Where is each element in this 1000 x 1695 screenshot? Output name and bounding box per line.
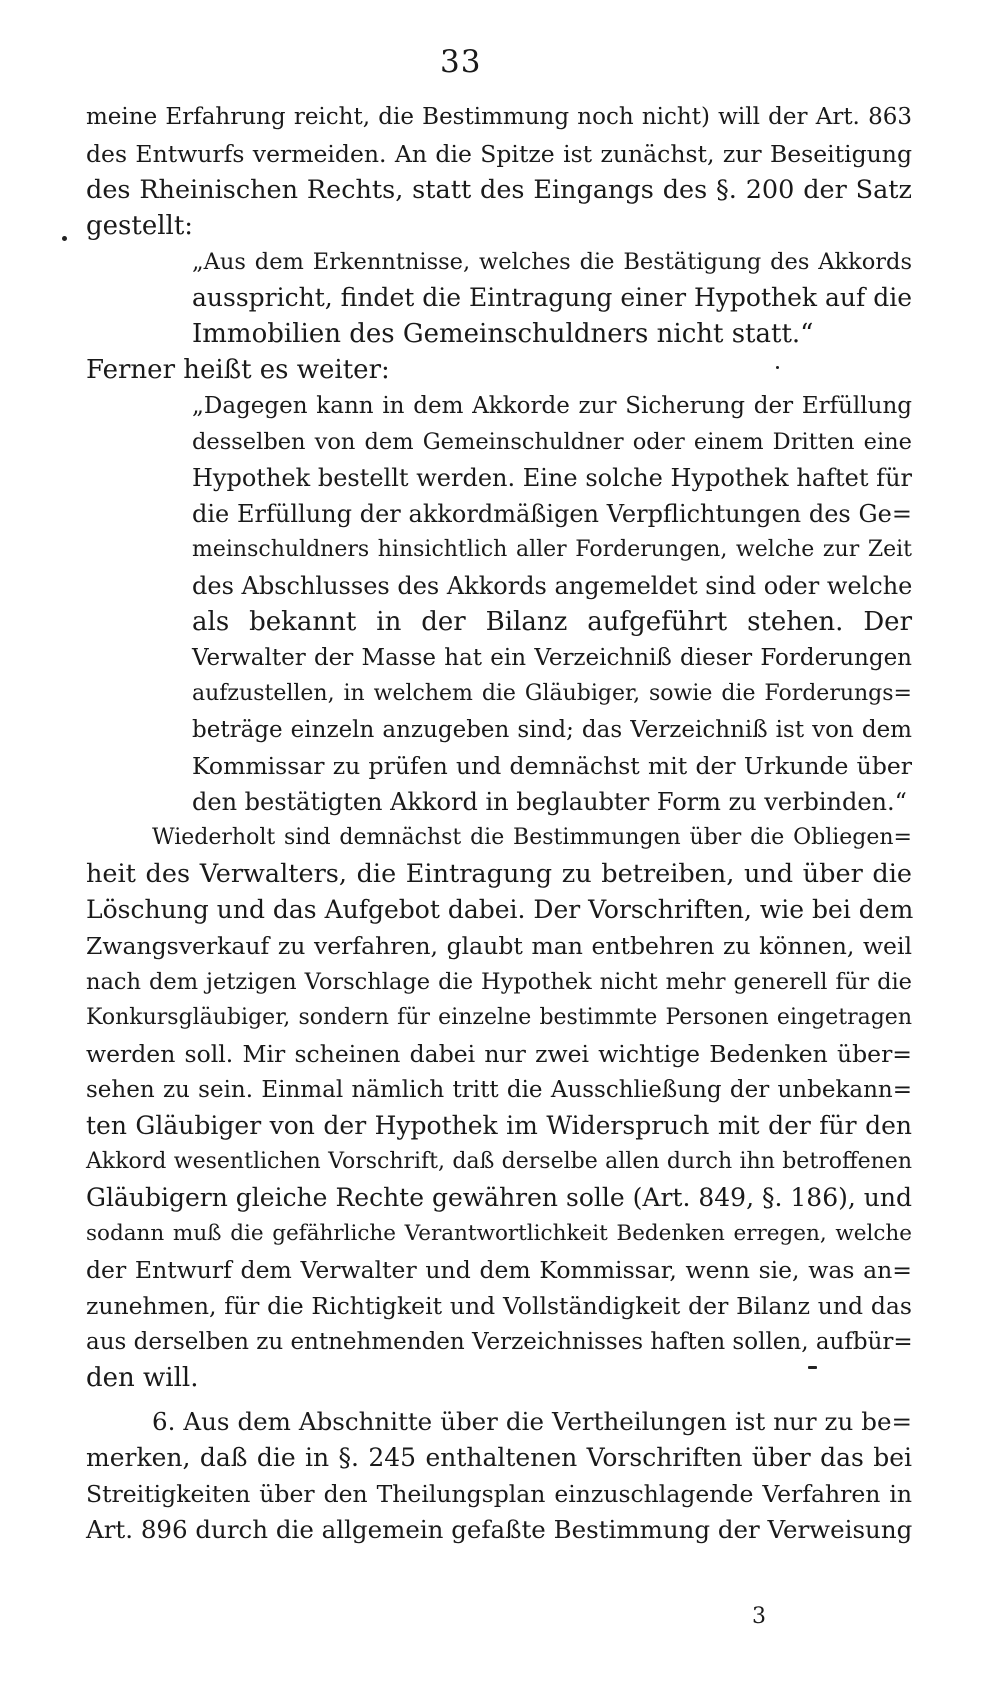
text-line: zunehmen, für die Richtigkeit und Vollständigkeit der Bilanz und das bbox=[86, 1292, 912, 1320]
text-line: des Entwurfs vermeiden. An die Spitze ist zunächst, zur Beseitigung bbox=[86, 140, 912, 168]
text-line: meine Erfahrung reicht, die Bestimmung noch nicht) will der Art. 863 bbox=[86, 104, 912, 130]
print-speck bbox=[62, 236, 67, 241]
quote-line: des Abschlusses des Akkords angemeldet sind oder welche bbox=[192, 572, 913, 600]
quote-line: Hypothek bestellt werden. Eine solche Hypothek haftet für bbox=[192, 464, 912, 492]
quote-line: ausspricht, findet die Eintragung einer Hypothek auf die bbox=[192, 283, 912, 312]
paragraph-first-line: Wiederholt sind demnächst die Bestimmungen über die Obliegen= bbox=[152, 825, 912, 850]
quote-line: aufzustellen, in welchem die Gläubiger, sowie die Forderungs= bbox=[192, 681, 912, 706]
quote-line: meinschuldners hinsichtlich aller Forderungen, welche zur Zeit bbox=[192, 537, 912, 562]
text-line: Art. 896 durch die allgemein gefaßte Bestimmung der Verweisung bbox=[86, 1515, 913, 1544]
text-line: Gläubigern gleiche Rechte gewähren solle (Art. 849, §. 186), und bbox=[86, 1183, 912, 1212]
text-line: sodann muß die gefährliche Verantwortlichkeit Bedenken erregen, welche bbox=[86, 1221, 912, 1246]
text-line: gestellt: bbox=[86, 211, 194, 241]
text-line: den will. bbox=[86, 1363, 199, 1393]
text-line: Löschung und das Aufgebot dabei. Der Vorschriften, wie bei dem bbox=[86, 895, 914, 924]
text-line: Akkord wesentlichen Vorschrift, daß derselbe allen durch ihn betroffenen bbox=[86, 1149, 912, 1174]
signature-mark: 3 bbox=[752, 1604, 766, 1629]
quote-line: „Aus dem Erkenntnisse, welches die Bestätigung des Akkords bbox=[192, 249, 912, 275]
text-line: merken, daß die in §. 245 enthaltenen Vorschriften über das bei bbox=[86, 1443, 912, 1472]
quote-line: den bestätigten Akkord in beglaubter Form zu verbinden.“ bbox=[192, 788, 907, 816]
text-line: des Rheinischen Rechts, statt des Eingangs des §. 200 der Satz bbox=[86, 175, 912, 205]
quote-line: die Erfüllung der akkordmäßigen Verpflichtungen des Ge= bbox=[192, 500, 912, 528]
text-line: Zwangsverkauf zu verfahren, glaubt man entbehren zu können, weil bbox=[86, 932, 912, 960]
quote-line: als bekannt in der Bilanz aufgeführt stehen. Der bbox=[192, 607, 912, 637]
text-line: sehen zu sein. Einmal nämlich tritt die Ausschließung der unbekann= bbox=[86, 1077, 912, 1103]
quote-line: beträge einzeln anzugeben sind; das Verzeichniß ist von dem bbox=[192, 717, 912, 743]
text-line: aus derselben zu entnehmenden Verzeichnisses haften sollen, aufbür= bbox=[86, 1329, 913, 1355]
quote-line: Kommissar zu prüfen und demnächst mit der Urkunde über bbox=[192, 752, 912, 780]
text-line: Streitigkeiten über den Theilungsplan einzuschlagende Verfahren in bbox=[86, 1480, 912, 1508]
quote-line: „Dagegen kann in dem Akkorde zur Sicherung der Erfüllung bbox=[192, 393, 912, 419]
text-line: nach dem jetzigen Vorschlage die Hypothek nicht mehr generell für die bbox=[86, 969, 912, 995]
print-speck bbox=[776, 366, 779, 369]
text-line: der Entwurf dem Verwalter und dem Kommissar, wenn sie, was an= bbox=[86, 1256, 912, 1284]
print-speck bbox=[808, 1366, 817, 1369]
text-line: ten Gläubiger von der Hypothek im Widerspruch mit der für den bbox=[86, 1111, 912, 1140]
quote-line: desselben von dem Gemeinschuldner oder einem Dritten eine bbox=[192, 429, 912, 455]
quote-line: Verwalter der Masse hat ein Verzeichniß dieser Forderungen bbox=[192, 645, 912, 671]
text-line: Konkursgläubiger, sondern für einzelne bestimmte Personen eingetragen bbox=[86, 1005, 912, 1030]
text-line: heit des Verwalters, die Eintragung zu betreiben, und über die bbox=[86, 859, 912, 889]
paragraph-first-line: 6. Aus dem Abschnitte über die Vertheilungen ist nur zu be= bbox=[152, 1407, 912, 1436]
quote-line: Immobilien des Gemeinschuldners nicht statt.“ bbox=[192, 319, 814, 349]
text-line: werden soll. Mir scheinen dabei nur zwei wichtige Bedenken über= bbox=[86, 1040, 912, 1068]
text-line: Ferner heißt es weiter: bbox=[86, 355, 390, 385]
page-number: 33 bbox=[440, 44, 482, 80]
